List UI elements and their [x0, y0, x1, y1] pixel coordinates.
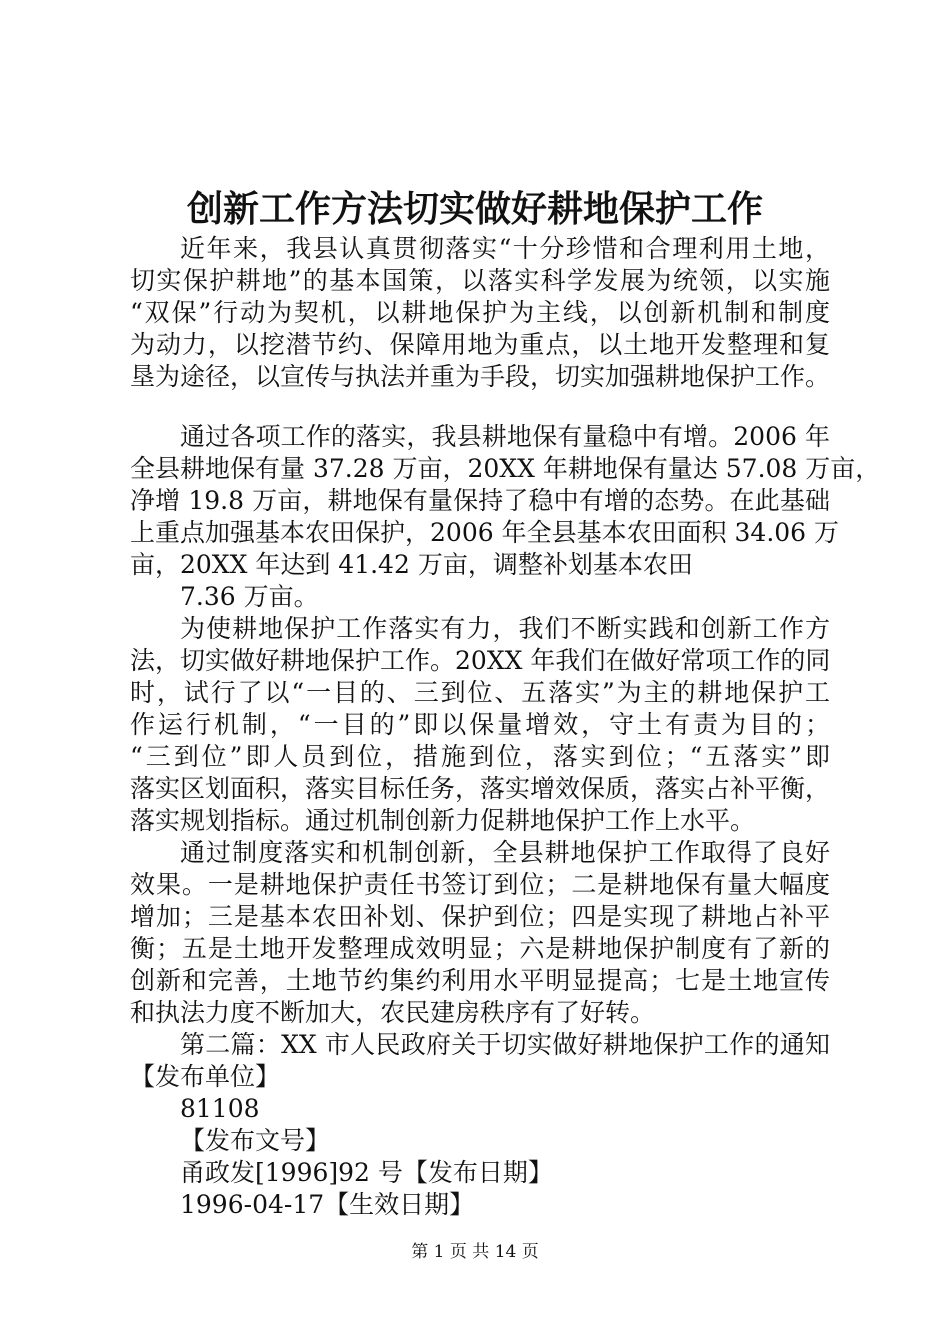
field-label: 【发布文号】 — [180, 1126, 331, 1155]
paragraph-line: 时，试行了以“一目的、三到位、五落实”为主的耕地保护工 — [130, 678, 830, 707]
paragraph-line: 近年来，我县认真贯彻落实“十分珍惜和合理利用土地， — [180, 234, 830, 263]
paragraph-line: 法，切实做好耕地保护工作。20XX 年我们在做好常项工作的同 — [130, 646, 831, 675]
field-value: 甬政发[1996]92 号【发布日期】 — [180, 1158, 553, 1187]
paragraph-line: 创新和完善，土地节约集约利用水平明显提高；七是土地宣传 — [130, 966, 830, 995]
paragraph-line: 效果。一是耕地保护责任书签订到位；二是耕地保有量大幅度 — [130, 870, 830, 899]
paragraph-line: 增加；三是基本农田补划、保护到位；四是实现了耕地占补平 — [130, 902, 830, 931]
document-title: 创新工作方法切实做好耕地保护工作 — [186, 188, 763, 230]
paragraph-line: 和执法力度不断加大，农民建房秩序有了好转。 — [130, 998, 656, 1027]
field-value: 1996-04-17【生效日期】 — [180, 1190, 475, 1219]
section-heading-line: 第二篇：XX 市人民政府关于切实做好耕地保护工作的通知 — [180, 1030, 830, 1059]
paragraph-line: 垦为途径，以宣传与执法并重为手段，切实加强耕地保护工作。 — [130, 362, 831, 391]
paragraph-line: 为使耕地保护工作落实有力，我们不断实践和创新工作方 — [180, 614, 830, 643]
paragraph-line: 切实保护耕地”的基本国策，以落实科学发展为统领，以实施 — [130, 266, 830, 295]
paragraph-line: 为动力，以挖潜节约、保障用地为重点，以土地开发整理和复 — [130, 330, 830, 359]
paragraph-line: “三到位”即人员到位，措施到位，落实到位；“五落实”即 — [130, 742, 830, 771]
paragraph-line: 7.36 万亩。 — [180, 582, 319, 611]
paragraph-line: 净增 19.8 万亩，耕地保有量保持了稳中有增的态势。在此基础 — [130, 486, 830, 515]
paragraph-line: 落实规划指标。通过机制创新力促耕地保护工作上水平。 — [130, 806, 756, 835]
paragraph-line: 通过制度落实和机制创新，全县耕地保护工作取得了良好 — [180, 838, 830, 867]
field-label: 【发布单位】 — [130, 1062, 281, 1091]
field-value: 81108 — [180, 1094, 260, 1123]
paragraph-line: 落实区划面积，落实目标任务，落实增效保质，落实占补平衡， — [130, 774, 831, 803]
page-footer: 第 1 页 共 14 页 — [411, 1242, 539, 1262]
paragraph-line: 上重点加强基本农田保护，2006 年全县基本农田面积 34.06 万 — [130, 518, 840, 547]
paragraph-line: 通过各项工作的落实，我县耕地保有量稳中有增。2006 年 — [180, 422, 830, 451]
paragraph-line: “双保”行动为契机，以耕地保护为主线，以创新机制和制度 — [130, 298, 830, 327]
paragraph-line: 衡；五是土地开发整理成效明显；六是耕地保护制度有了新的 — [130, 934, 830, 963]
paragraph-line: 作运行机制，“一目的”即以保量增效，守土有责为目的； — [130, 710, 830, 739]
paragraph-line: 亩，20XX 年达到 41.42 万亩，调整补划基本农田 — [130, 550, 693, 579]
paragraph-line: 全县耕地保有量 37.28 万亩，20XX 年耕地保有量达 57.08 万亩， — [130, 454, 881, 483]
